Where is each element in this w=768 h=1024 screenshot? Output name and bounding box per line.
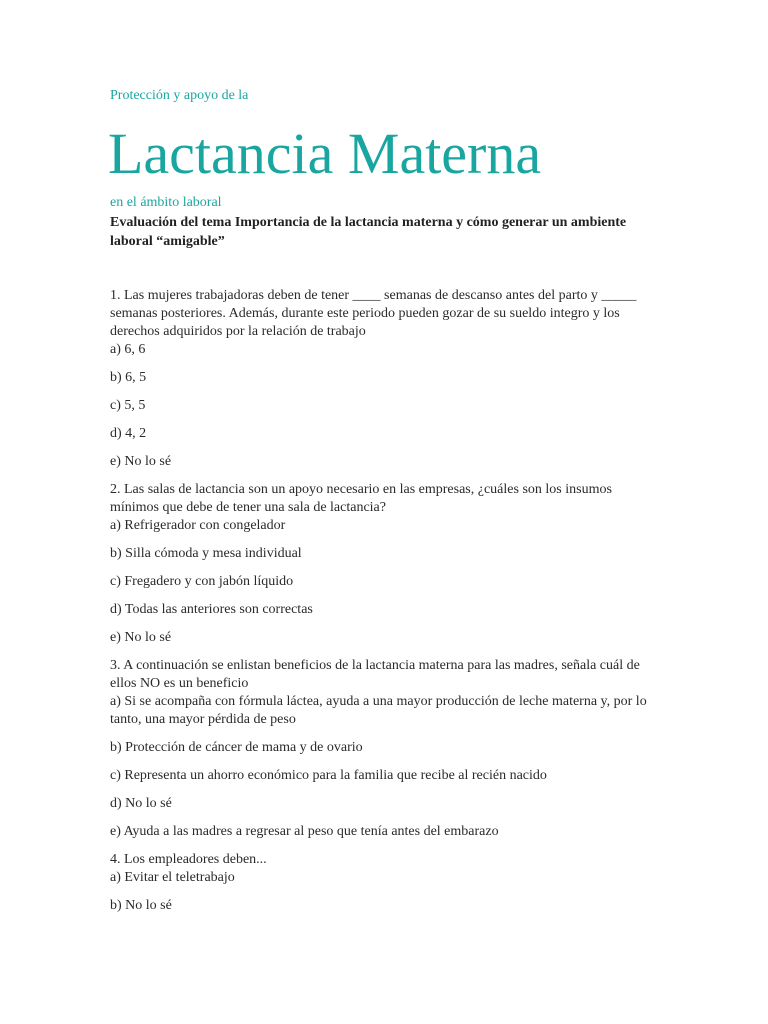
question-3 (110, 657, 655, 841)
answer-option: d) No lo sé (110, 796, 172, 811)
main-title: Lactancia Materna (108, 121, 542, 186)
question-2 (110, 481, 655, 647)
answer-option: a) 6, 6 (110, 342, 146, 357)
answer-option: e) No lo sé (110, 630, 172, 645)
answer-option: a) Si se acompaña con fórmula láctea, ayuda a una mayor producción de leche materna y, por lo tanto, una mayor pérdida de peso (110, 694, 647, 727)
answer-option: b) 6, 5 (110, 370, 147, 385)
answer-option: b) Silla cómoda y mesa individual (110, 546, 302, 561)
question-4 (110, 851, 655, 915)
evaluation-title: Evaluación del tema Importancia de la lactancia materna y cómo generar un ambiente laboral “amigable” (110, 215, 627, 249)
answer-option: c) 5, 5 (110, 398, 146, 413)
answer-option: c) Representa un ahorro económico para la familia que recibe al recién nacido (110, 768, 547, 783)
answer-option: a) Refrigerador con congelador (110, 518, 286, 533)
answer-option: d) Todas las anteriores son correctas (110, 602, 313, 617)
question-list (110, 287, 655, 925)
question-text: 1. Las mujeres trabajadoras deben de tener ____ semanas de descanso antes del parto y _____ semanas posteriores. Además, durante este periodo pueden gozar de su sueldo integro y los derechos adquiridos por la relación de trabajo (110, 288, 637, 339)
question-text: 3. A continuación se enlistan beneficios de la lactancia materna para las madres, señala cuál de ellos NO es un beneficio (110, 658, 640, 691)
answer-option: c) Fregadero y con jabón líquido (110, 574, 294, 589)
answer-option: d) 4, 2 (110, 426, 147, 441)
pretitle: Protección y apoyo de la (110, 88, 249, 103)
answer-option: b) No lo sé (110, 898, 172, 913)
question-text: 4. Los empleadores deben... (110, 852, 267, 867)
answer-option: e) No lo sé (110, 454, 172, 469)
question-1 (110, 287, 655, 471)
answer-option: a) Evitar el teletrabajo (110, 870, 235, 885)
answer-option: e) Ayuda a las madres a regresar al peso que tenía antes del embarazo (110, 824, 499, 839)
question-text: 2. Las salas de lactancia son un apoyo necesario en las empresas, ¿cuáles son los insumos mínimos que debe de tener una sala de lactancia? (110, 482, 612, 515)
subtitle: en el ámbito laboral (110, 195, 222, 210)
answer-option: b) Protección de cáncer de mama y de ovario (110, 740, 363, 755)
